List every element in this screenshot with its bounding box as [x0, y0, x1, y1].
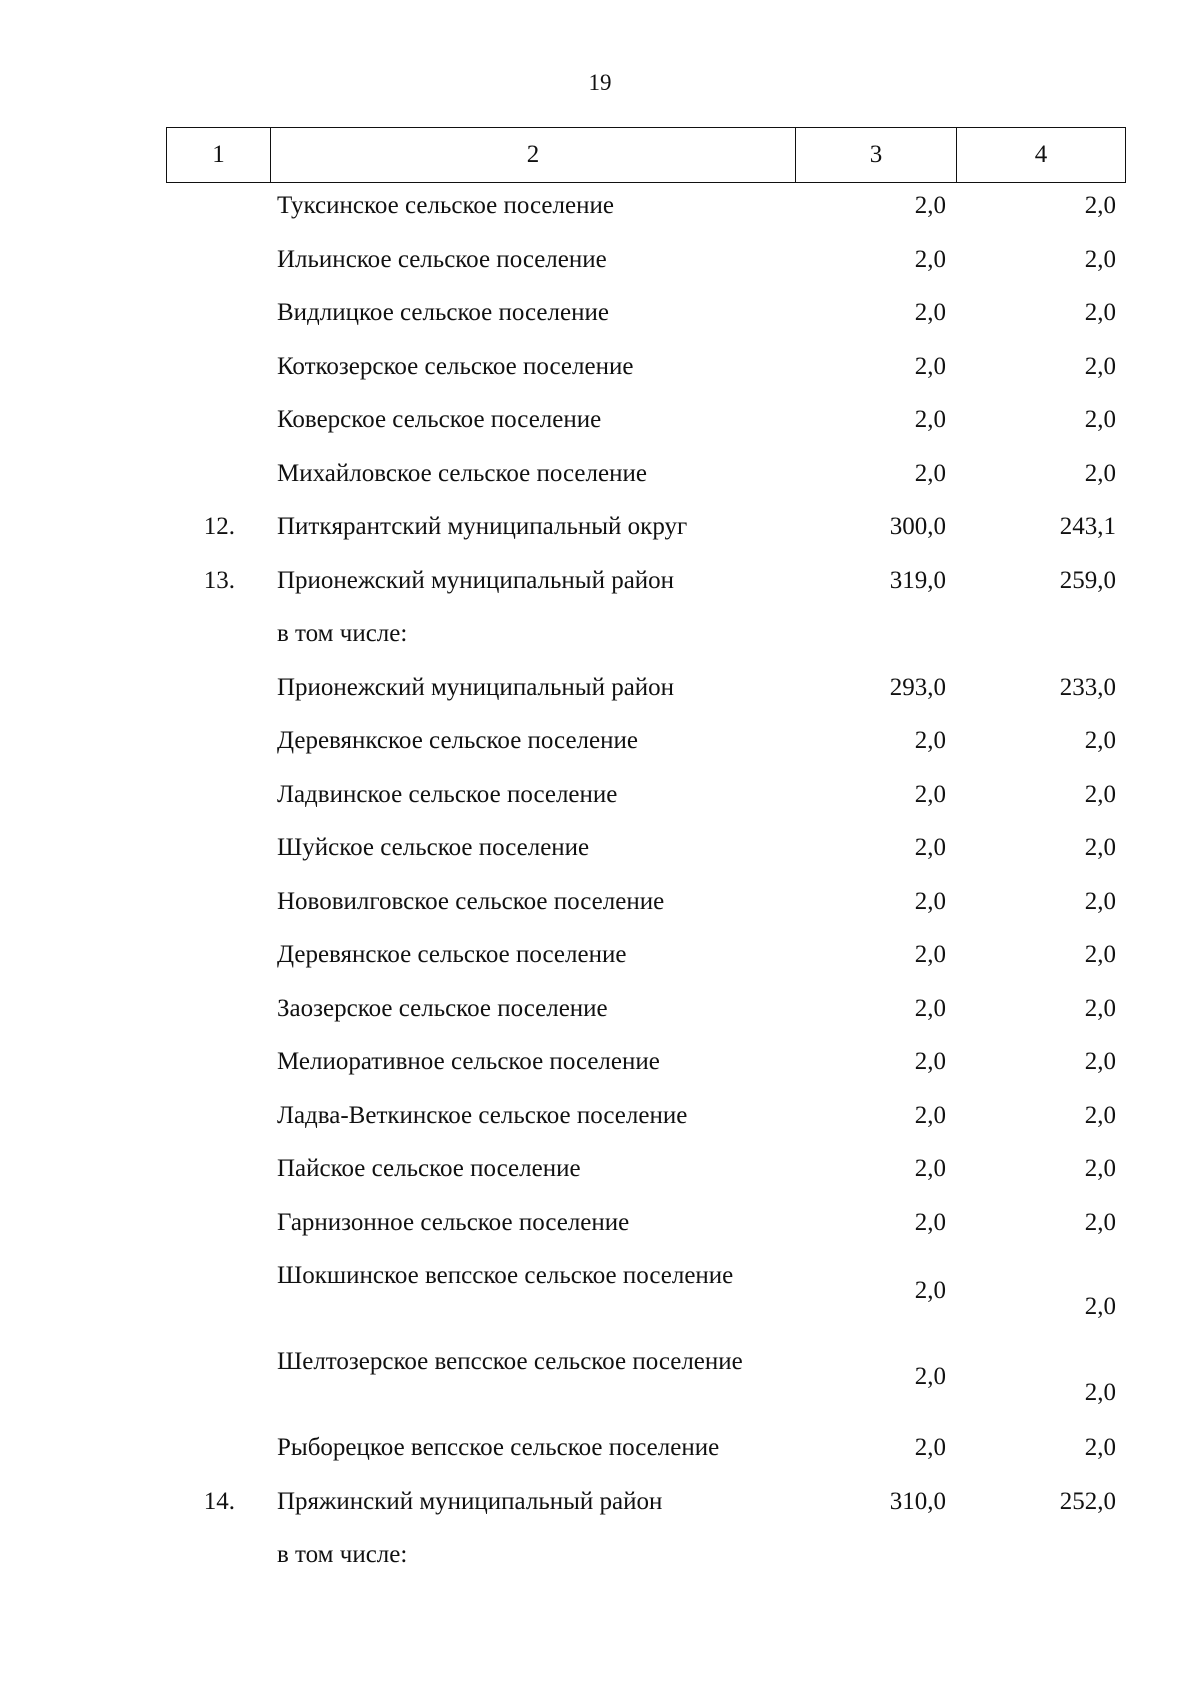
row-name: в том числе:	[277, 620, 408, 647]
table-row	[0, 1039, 1200, 1093]
table-row	[0, 665, 1200, 719]
row-value-col3: 310,0	[889, 1487, 946, 1515]
row-name: Шокшинское вепсское сельское поселение	[277, 1262, 734, 1289]
row-value-col4: 2,0	[1084, 1379, 1116, 1406]
row-value-col4: 252,0	[1059, 1487, 1116, 1515]
row-value-col4: 2,0	[1084, 1101, 1116, 1129]
row-name: Туксинское сельское поселение	[277, 192, 614, 219]
header-col-1: 1	[167, 128, 271, 183]
table-row	[0, 397, 1200, 451]
row-value-col3: 2,0	[914, 834, 946, 861]
row-value-col3: 2,0	[914, 1434, 946, 1461]
row-name: Питкярантский муниципальный округ	[277, 513, 688, 540]
header-col-4: 4	[957, 128, 1126, 183]
row-value-col4: 2,0	[1084, 780, 1116, 808]
row-value-col3: 2,0	[914, 406, 946, 433]
row-value-col3: 2,0	[914, 245, 946, 273]
row-name: Коверское сельское поселение	[277, 406, 602, 433]
table-row	[0, 1200, 1200, 1254]
row-value-col4: 2,0	[1084, 994, 1116, 1022]
row-name: Рыборецкое вепсское сельское поселение	[277, 1434, 720, 1461]
row-name: Шелтозерское вепсское сельское поселение	[277, 1348, 743, 1375]
table-row	[0, 718, 1200, 772]
row-value-col4: 2,0	[1084, 1293, 1116, 1320]
table-row	[0, 237, 1200, 291]
row-name: Прионежский муниципальный район	[277, 566, 675, 594]
table-row	[0, 932, 1200, 986]
row-value-col4: 2,0	[1084, 406, 1116, 433]
table-row	[0, 290, 1200, 344]
row-value-col3: 2,0	[914, 1155, 946, 1182]
row-value-col4: 2,0	[1084, 352, 1116, 380]
row-value-col4: 2,0	[1084, 299, 1116, 326]
table-row	[0, 1253, 1200, 1339]
table-row	[0, 825, 1200, 879]
row-value-col3: 2,0	[914, 1363, 946, 1390]
row-value-col4: 233,0	[1059, 673, 1116, 701]
table-row	[0, 1479, 1200, 1533]
row-value-col4: 2,0	[1084, 245, 1116, 273]
table-body	[0, 183, 1200, 1586]
row-name: Шуйское сельское поселение	[277, 834, 590, 861]
row-value-col3: 2,0	[914, 994, 946, 1022]
header-col-2: 2	[271, 128, 796, 183]
table-row	[0, 1093, 1200, 1147]
row-value-col3: 2,0	[914, 941, 946, 968]
row-value-col3: 2,0	[914, 1048, 946, 1075]
row-value-col3: 2,0	[914, 192, 946, 219]
row-value-col3: 2,0	[914, 352, 946, 380]
row-name: Прионежский муниципальный район	[277, 673, 675, 701]
table-row	[0, 1146, 1200, 1200]
row-name: Михайловское сельское поселение	[277, 459, 647, 487]
row-value-col4: 2,0	[1084, 727, 1116, 754]
row-value-col4: 2,0	[1084, 834, 1116, 861]
header-col-3: 3	[796, 128, 957, 183]
table-header	[166, 127, 1126, 183]
row-name: Гарнизонное сельское поселение	[277, 1208, 630, 1236]
table-row	[0, 504, 1200, 558]
table-row	[0, 1532, 1200, 1586]
row-name: Пайское сельское поселение	[277, 1155, 581, 1182]
table-row	[0, 183, 1200, 237]
row-value-col4: 259,0	[1059, 566, 1116, 594]
row-value-col3: 2,0	[914, 887, 946, 915]
table-row	[0, 451, 1200, 505]
row-value-col4: 2,0	[1084, 1048, 1116, 1075]
table-row	[0, 772, 1200, 826]
page-number: 19	[588, 70, 612, 95]
row-name: Мелиоративное сельское поселение	[277, 1048, 660, 1075]
table-row	[0, 879, 1200, 933]
row-value-col3: 2,0	[914, 1277, 946, 1304]
table-row	[0, 344, 1200, 398]
table-row	[0, 558, 1200, 612]
row-name: Ладва-Веткинское сельское поселение	[277, 1101, 688, 1129]
row-number: 14.	[203, 1487, 235, 1515]
row-name: Пряжинский муниципальный район	[277, 1487, 663, 1515]
table-row	[0, 1339, 1200, 1425]
row-value-col4: 2,0	[1084, 1208, 1116, 1236]
row-name: Деревянкское сельское поселение	[277, 727, 638, 754]
row-value-col3: 2,0	[914, 727, 946, 754]
row-value-col3: 2,0	[914, 1101, 946, 1129]
row-value-col3: 2,0	[914, 299, 946, 326]
row-name: Ильинское сельское поселение	[277, 245, 607, 273]
row-name: Заозерское сельское поселение	[277, 994, 608, 1022]
row-value-col4: 2,0	[1084, 459, 1116, 487]
row-value-col3: 2,0	[914, 780, 946, 808]
row-number: 13.	[203, 566, 235, 594]
row-name: в том числе:	[277, 1541, 408, 1568]
row-value-col4: 2,0	[1084, 887, 1116, 915]
row-value-col3: 300,0	[889, 513, 946, 540]
table-row	[0, 986, 1200, 1040]
row-name: Нововилговское сельское поселение	[277, 887, 665, 915]
row-value-col3: 319,0	[889, 566, 946, 594]
row-value-col4: 2,0	[1084, 192, 1116, 219]
row-name: Видлицкое сельское поселение	[277, 299, 609, 326]
row-value-col4: 2,0	[1084, 941, 1116, 968]
table-row	[0, 1425, 1200, 1479]
row-value-col4: 2,0	[1084, 1434, 1116, 1461]
row-name: Деревянское сельское поселение	[277, 941, 627, 968]
row-name: Коткозерское сельское поселение	[277, 352, 634, 380]
row-value-col3: 2,0	[914, 459, 946, 487]
row-value-col4: 2,0	[1084, 1155, 1116, 1182]
row-name: Ладвинское сельское поселение	[277, 780, 618, 808]
row-value-col4: 243,1	[1059, 513, 1116, 540]
row-value-col3: 2,0	[914, 1208, 946, 1236]
row-value-col3: 293,0	[889, 673, 946, 701]
table-row	[0, 611, 1200, 665]
row-number: 12.	[203, 513, 235, 540]
